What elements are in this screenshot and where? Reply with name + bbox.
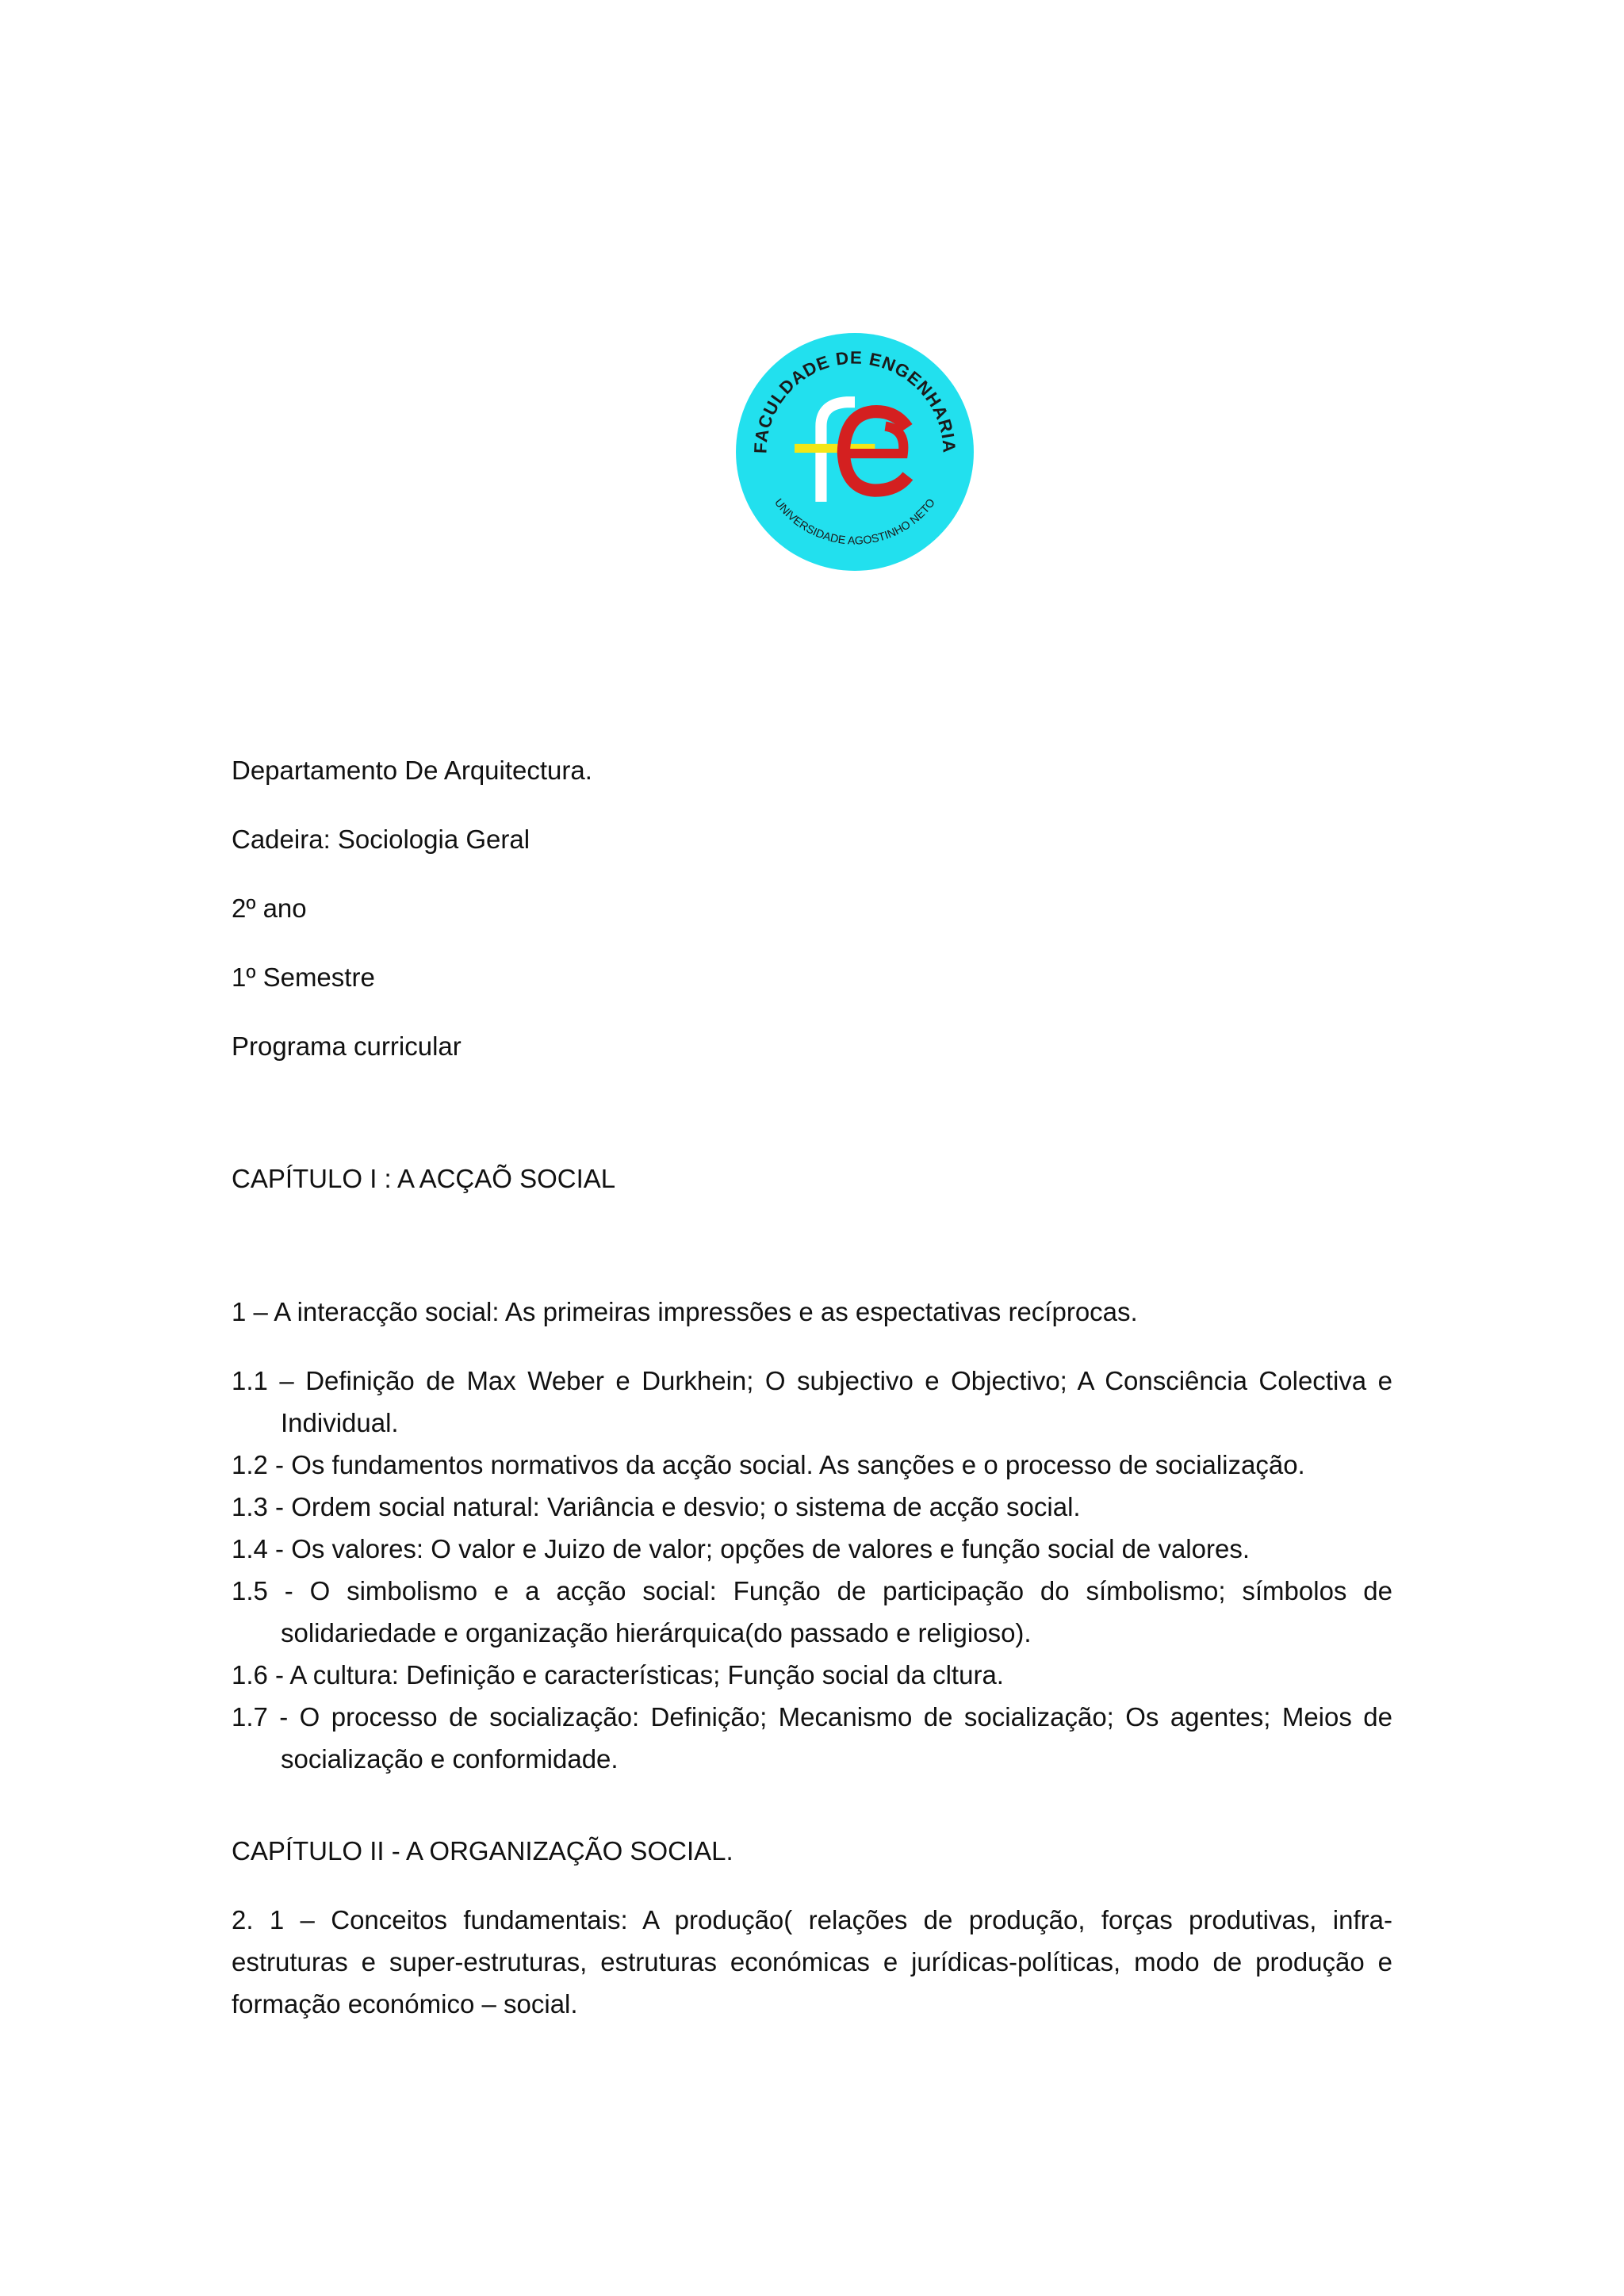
faculty-logo (734, 331, 975, 572)
semester-line: 1º Semestre (232, 962, 375, 992)
list-item: 1.5 - O simbolismo e a acção social: Função de participação do símbolismo; símbolos de solidariedade e organização hierárquica(do passado e religioso). (232, 1576, 1392, 1647)
logo-text-top: FACULDADE DE ENGENHARIA (750, 347, 959, 454)
program-line: Programa curricular (232, 1031, 462, 1061)
year-line: 2º ano (232, 894, 307, 923)
header-block (232, 749, 1392, 1067)
chapter-1-items (232, 1360, 1392, 1780)
chapter-2-paragraph: 2. 1 – Conceitos fundamentais: A produção( relações de produção, forças produtivas, infra-estruturas e super-estruturas, estruturas económicas e jurídicas-políticas, modo de produção e formação económico – social. (232, 1905, 1392, 2019)
logo-text-bottom: UNIVERSIDADE AGOSTINHO NETO (772, 496, 938, 548)
chapter-1-topic: 1 – A interacção social: As primeiras impressões e as espectativas recíprocas. (232, 1297, 1138, 1326)
chapter-1-title: CAPÍTULO I : A ACÇAÕ SOCIAL (232, 1164, 616, 1193)
document-body (232, 749, 1392, 2025)
department-line: Departamento De Arquitectura. (232, 756, 592, 785)
course-line: Cadeira: Sociologia Geral (232, 825, 530, 854)
list-item: 1.2 - Os fundamentos normativos da acção social. As sanções e o processo de socialização. (232, 1450, 1305, 1479)
list-item: 1.3 - Ordem social natural: Variância e desvio; o sistema de acção social. (232, 1492, 1081, 1521)
list-item: 1.7 - O processo de socialização: Definição; Mecanismo de socialização; Os agentes; Meios de socialização e conformidade. (232, 1702, 1392, 1774)
list-item: 1.1 – Definição de Max Weber e Durkhein; O subjectivo e Objectivo; A Consciência Colectiva e Individual. (232, 1366, 1392, 1437)
list-item: 1.6 - A cultura: Definição e características; Função social da cltura. (232, 1660, 1004, 1689)
chapter-2-title: CAPÍTULO II - A ORGANIZAÇÃO SOCIAL. (232, 1836, 733, 1866)
list-item: 1.4 - Os valores: O valor e Juizo de valor; opções de valores e função social de valores. (232, 1534, 1250, 1563)
